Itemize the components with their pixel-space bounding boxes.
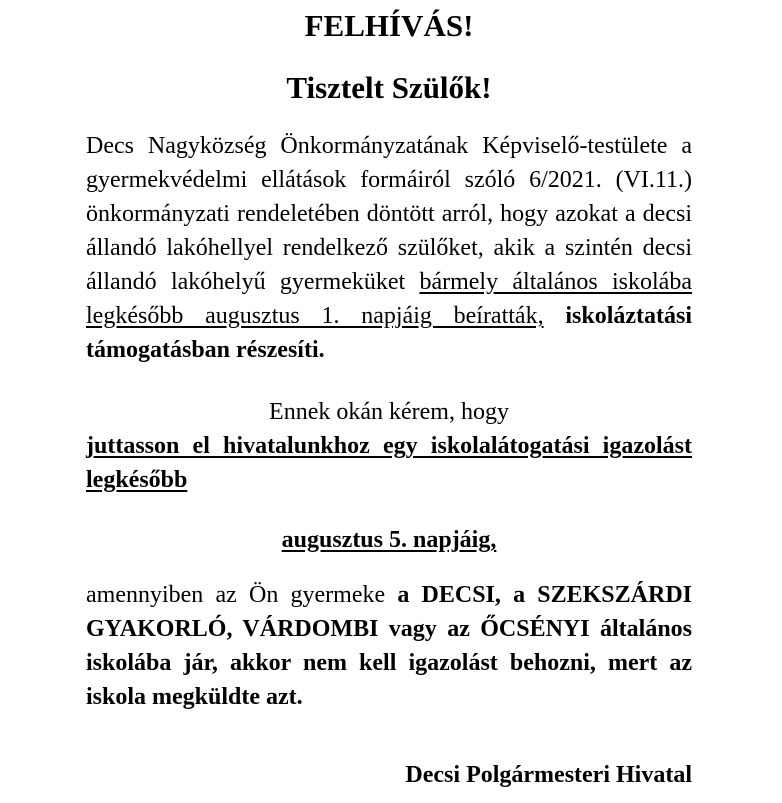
paragraph-decision-underlined: bármely általános iskolába legkésőbb augusztus 1. napjáig beíratták, [86, 269, 692, 329]
request-line: Ennek okán kérem, hogy [269, 399, 509, 425]
request-bold: juttasson el hivatalunkhoz egy iskolalátogatási igazolást legkésőbb [86, 433, 692, 493]
paragraph-exemption: amennyiben az Ön gyermeke a DECSI, a SZEKSZÁRDI GYAKORLÓ, VÁRDOMBI vagy az ŐCSÉNYI általános iskolába jár, akkor nem kell igazolást behozni, mert az iskola megküldte azt. [86, 582, 692, 710]
deadline: augusztus 5. napjáig, [281, 527, 497, 553]
signature: Decsi Polgármesteri Hivatal [405, 762, 692, 788]
document-title: FELHÍVÁS! [304, 8, 474, 43]
salutation: Tisztelt Szülők! [286, 70, 492, 105]
paragraph-decision-bold: iskoláztatási támogatásban részesíti. [86, 303, 693, 363]
paragraph-decision-intro: Decs Nagyközség Önkormányzatának Képviselő-testülete a gyermekvédelmi ellátások formáiról szóló 6/2021. (VI.11.) önkormányzati rendeletében döntött arról, hogy azokat a decsi állandó lakóhellyel rendelkező szülőket, akik a szintén decsi állandó lakóhelyű gyermeküket [86, 133, 692, 295]
paragraph-decision [86, 129, 692, 367]
